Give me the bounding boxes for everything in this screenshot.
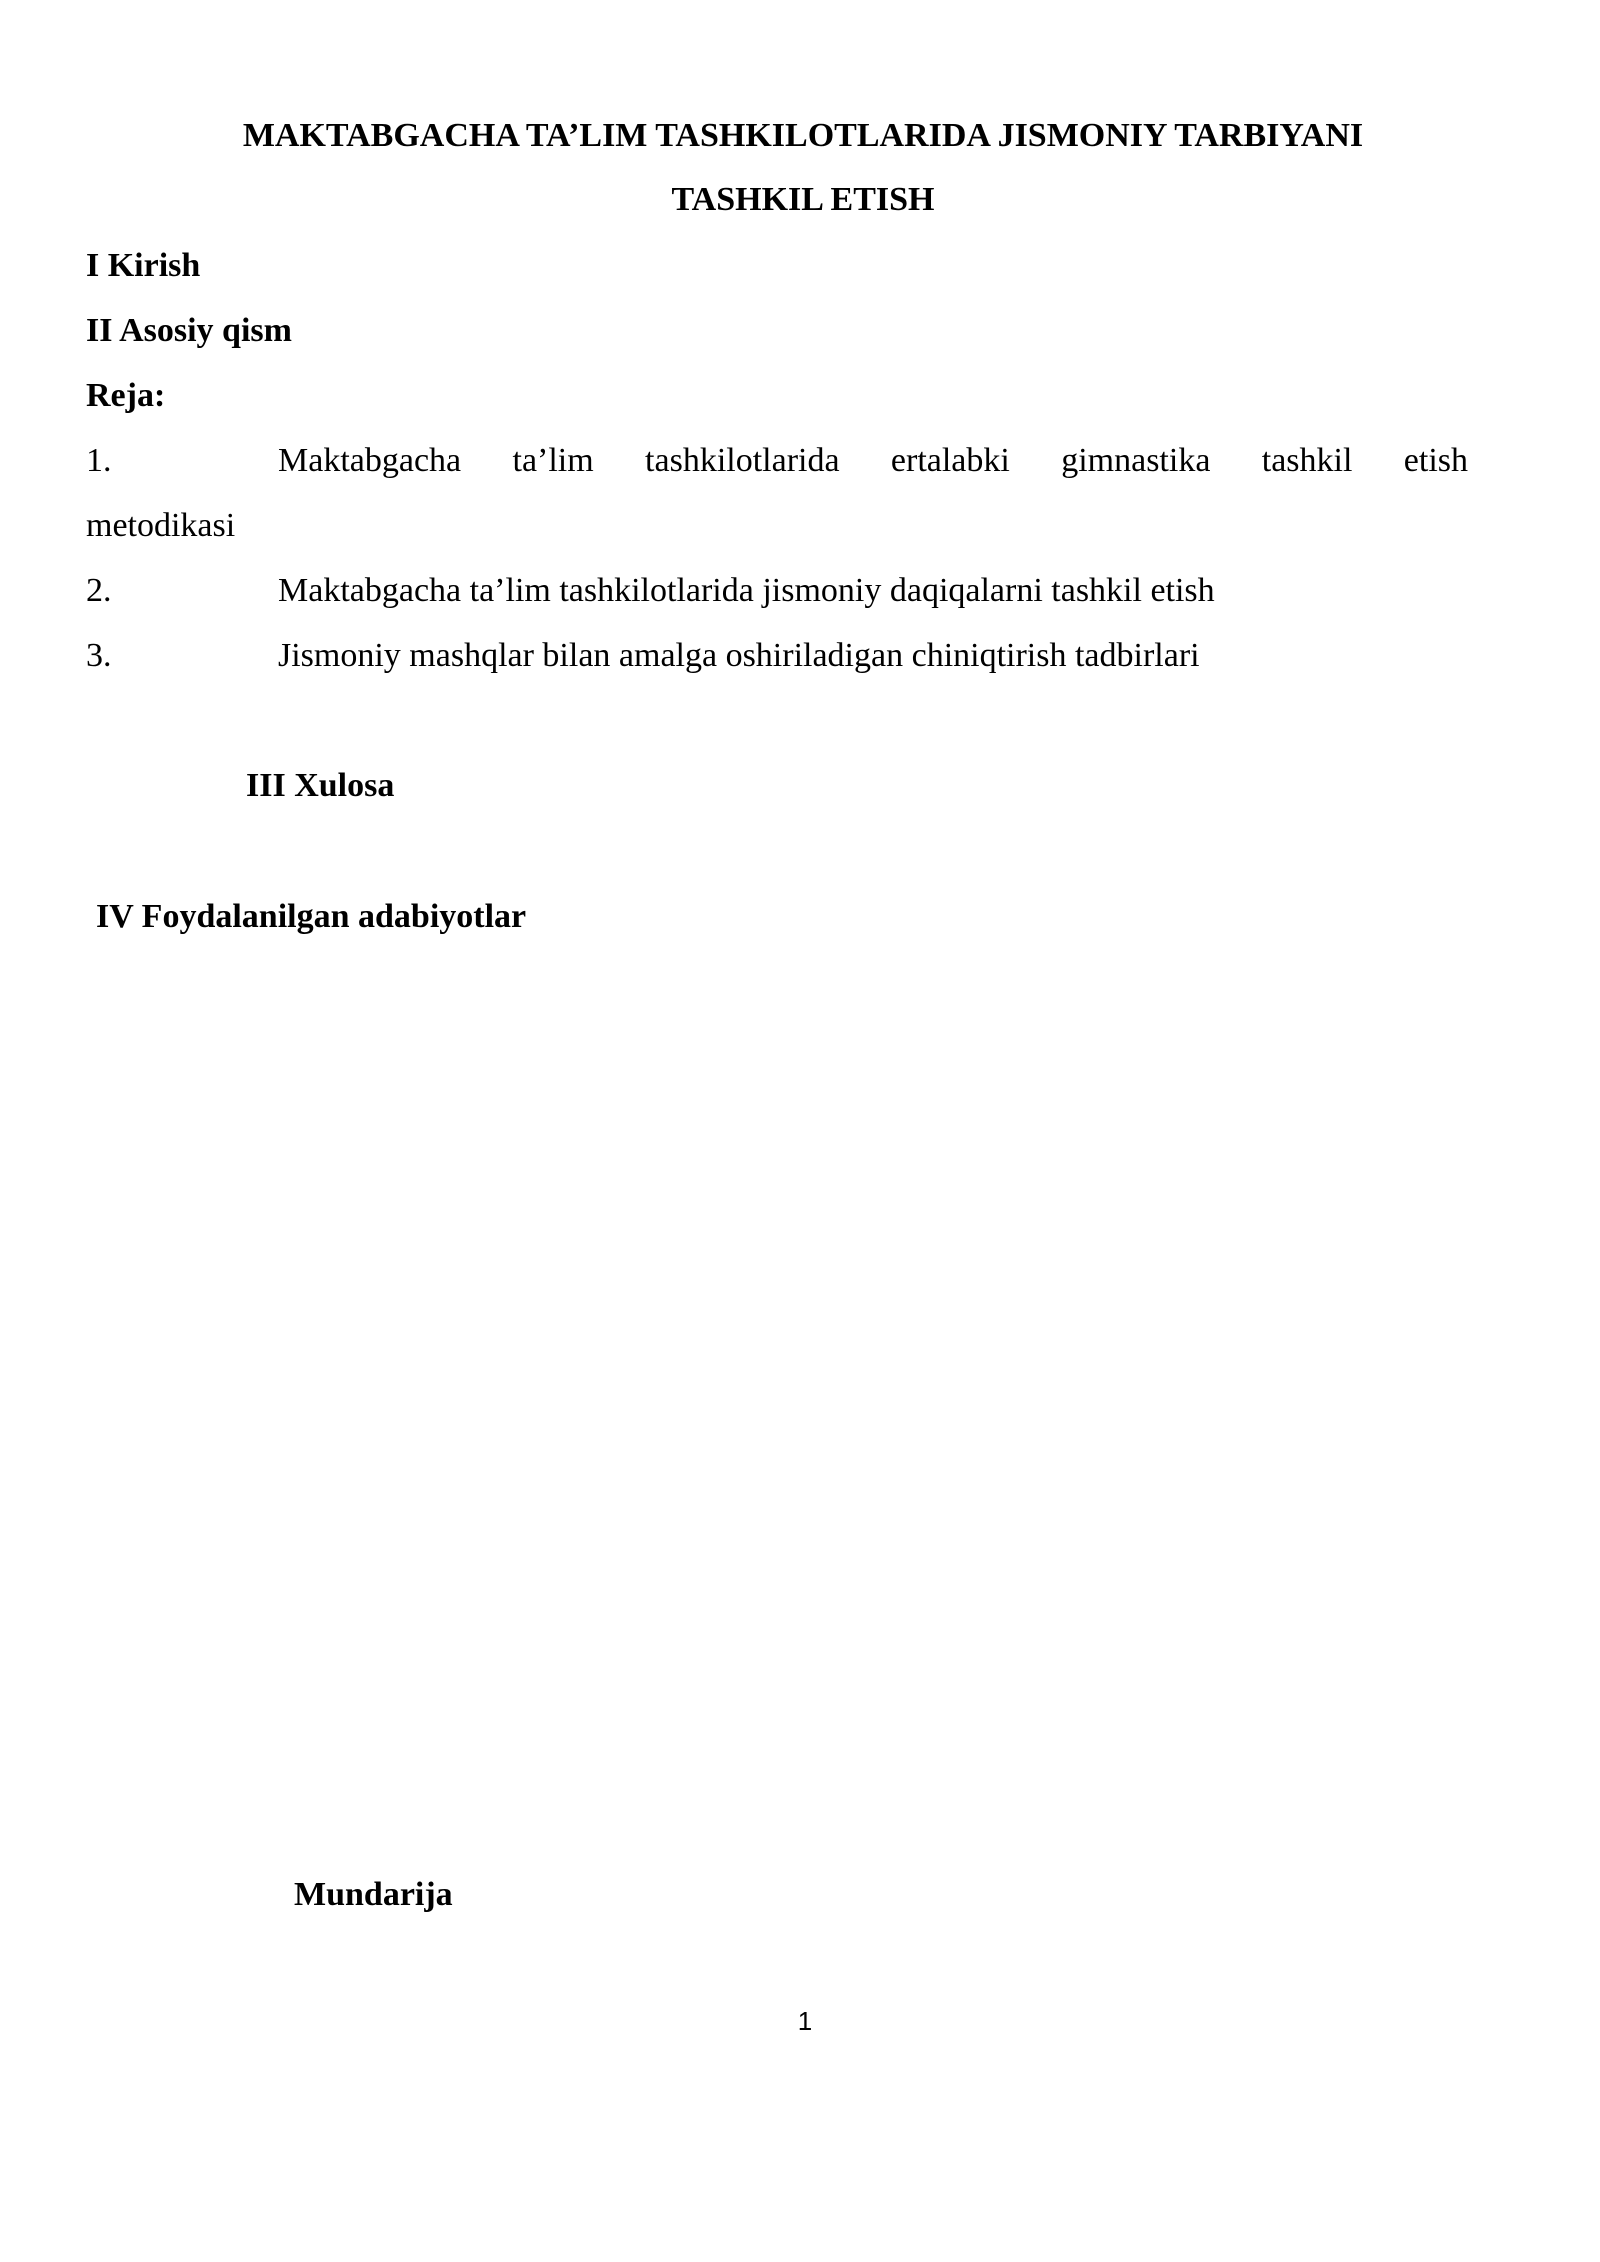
plan-item-number: 2. xyxy=(86,572,112,609)
section-heading-references: IV Foydalanilgan adabiyotlar xyxy=(96,898,527,935)
section-heading-main: II Asosiy qism xyxy=(86,312,292,349)
plan-label: Reja: xyxy=(86,377,166,414)
plan-item-text: Maktabgacha ta’lim tashkilotlarida jismoniy daqiqalarni tashkil etish xyxy=(278,572,1215,609)
page-number: 1 xyxy=(797,2006,813,2036)
plan-item-text: Maktabgacha ta’lim tashkilotlarida ertalabki gimnastika tashkil etish xyxy=(278,442,1468,479)
section-heading-intro: I Kirish xyxy=(86,247,201,284)
contents-label: Mundarija xyxy=(294,1876,453,1913)
document-title-line-2: TASHKIL ETISH xyxy=(671,181,935,218)
plan-item-text: Jismoniy mashqlar bilan amalga oshiriladigan chiniqtirish tadbirlari xyxy=(278,637,1200,674)
plan-item-number: 1. xyxy=(86,442,112,479)
document-title-line-1: MAKTABGACHA TA’LIM TASHKILOTLARIDA JISMONIY TARBIYANI xyxy=(242,117,1364,154)
section-heading-conclusion: III Xulosa xyxy=(246,767,395,804)
plan-item-number: 3. xyxy=(86,637,112,674)
plan-item-continuation: metodikasi xyxy=(86,507,236,544)
